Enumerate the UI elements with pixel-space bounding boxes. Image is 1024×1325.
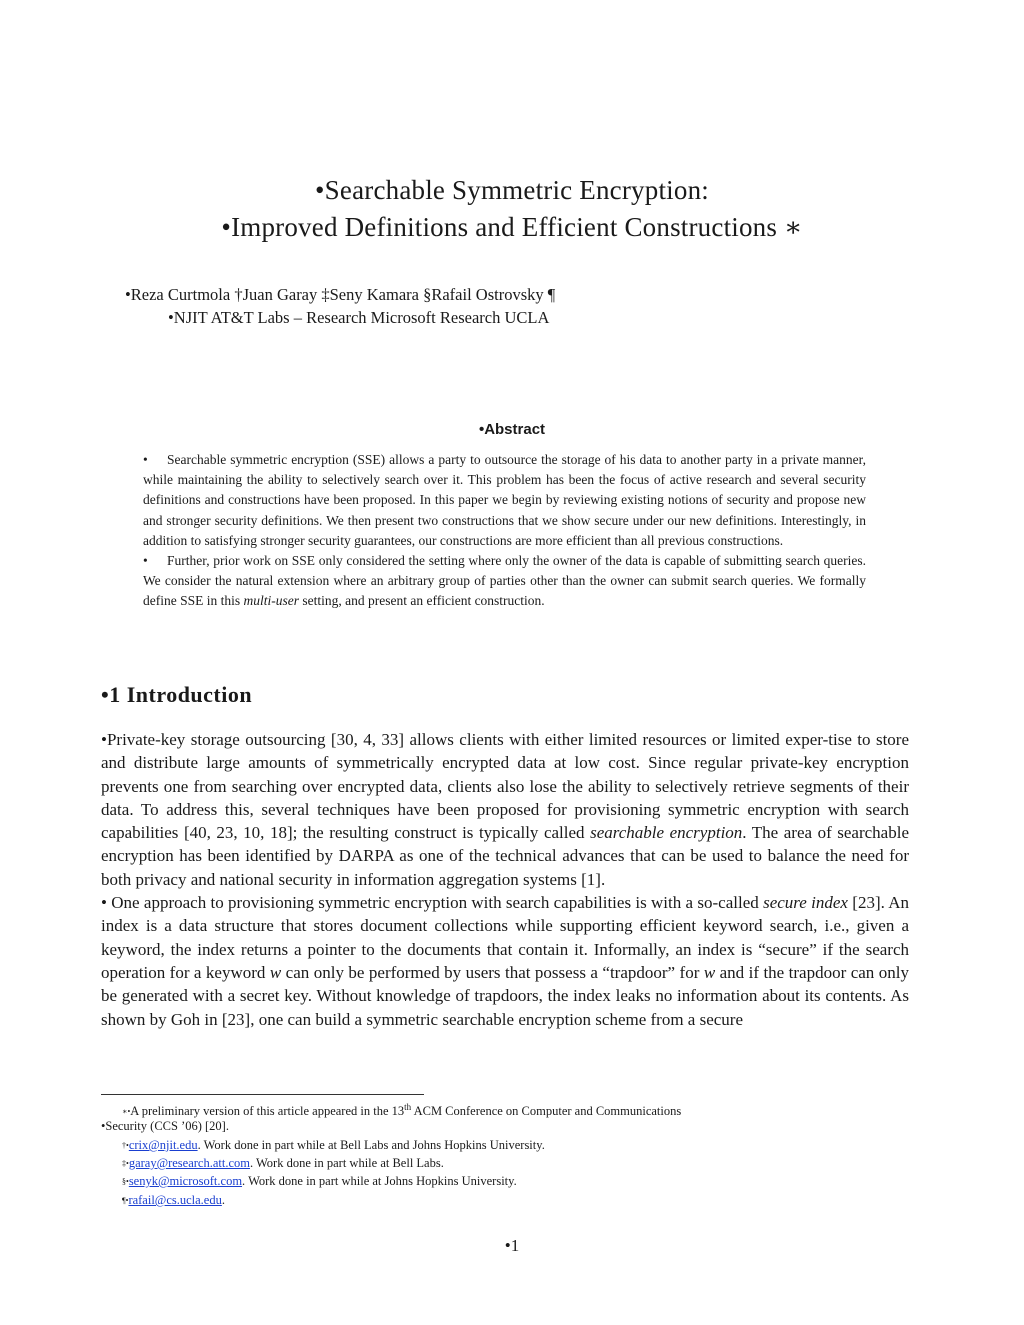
section-heading: •1 Introduction [101,682,253,707]
footnote: †•crix@njit.edu. Work done in part while at Bell Labs and Johns Hopkins University. [122,1138,545,1152]
emphasis-text: multi-user [243,593,299,609]
footnote-marker: ‡• [122,1158,129,1168]
emphasis-text: searchable encryption [590,823,743,843]
paper-title-line-1: •Searchable Symmetric Encryption: [315,175,709,205]
footnote-marker: ¶• [122,1195,129,1205]
body-paragraph: • One approach to provisioning symmetric encryption with search capabilities is with a so-called secure index [23]. An index is a data structure that stores document collections while supporting efficient keyword search, i.e., given a keyword, the index returns a pointer to the documents that contain it. Informally, an index is “secure” if the search operation for a keyword w can only be performed by users that possess a “trapdoor” for w and if the trapdoor can only be generated with a secret key. Without knowledge of trapdoors, the index leaks no information about its contents. As shown by Goh in [23], one can build a symmetric searchable encryption scheme from a secure [101,893,910,1029]
footnote-marker: †• [122,1140,129,1150]
emphasis-text: secure index [763,893,848,913]
math-variable: w [269,962,282,982]
bullet-icon: • [143,452,148,467]
footnote-marker: ∗• [122,1107,131,1117]
paper-title-line-2: •Improved Definitions and Efficient Constructions ∗ [221,212,803,242]
email-link[interactable]: senyk@microsoft.com [128,1174,243,1188]
bullet-icon: • [143,553,148,569]
footnote: ∗•A preliminary version of this article appeared in the 13th ACM Conference on Computer and Communications [122,1102,682,1119]
abstract-heading: •Abstract [478,421,546,438]
author-list: •Reza Curtmola †Juan Garay ‡Seny Kamara §Rafail Ostrovsky ¶ [125,285,556,304]
footnote: ¶•rafail@cs.ucla.edu. [122,1193,225,1207]
footnote: ‡•garay@research.att.com. Work done in part while at Bell Labs. [122,1156,444,1170]
email-link[interactable]: garay@research.att.com [128,1156,250,1170]
affiliation-list: •NJIT AT&T Labs – Research Microsoft Research UCLA [168,308,550,327]
email-link[interactable]: crix@njit.edu [128,1138,198,1152]
abstract-paragraph: • Further, prior work on SSE only considered the setting where only the owner of the data is capable of submitting search queries. We consider the natural extension where an arbitrary group of parties other than the owner can submit search queries. We formally define SSE in this multi-user setting, and present an efficient construction. [143,553,866,609]
footnote: §•senyk@microsoft.com. Work done in part while at Johns Hopkins University. [122,1174,517,1188]
bullet-icon: • [101,893,107,913]
footnote: •Security (CCS ’06) [20]. [101,1119,229,1133]
footnote-divider [101,1094,424,1095]
abstract-body [143,450,866,612]
abstract-paragraph: • Searchable symmetric encryption (SSE) allows a party to outsource the storage of his data to another party in a private manner, while maintaining the ability to selectively search over it. This problem has been the focus of active research and several security definitions and constructions have been proposed. In this paper we begin by reviewing existing notions of security and propose new and stronger security definitions. We then present two constructions that we show secure under our new definitions. Interestingly, in addition to satisfying stronger security guarantees, our constructions are more efficient than all previous constructions. [143,452,866,548]
body-paragraph: •Private-key storage outsourcing [30, 4, 33] allows clients with either limited resources or limited exper-tise to store and distribute large amounts of symmetrically encrypted data at low cost. Since regular private-key encryption prevents one from searching over encrypted data, clients also lose the ability to selectively retrieve segments of their data. To address this, several techniques have been proposed for provisioning symmetric encryption with search capabilities [40, 23, 10, 18]; the resulting construct is typically called searchable encryption. The area of searchable encryption has been identified by DARPA as one of the technical advances that can be used to balance the need for both privacy and national security in information aggregation systems [1]. [101,730,909,889]
email-link[interactable]: rafail@cs.ucla.edu [128,1193,222,1207]
intro-body [101,728,909,1031]
math-variable: w [703,962,716,982]
page-number: •1 [504,1236,520,1255]
footnote-marker: §• [122,1176,129,1186]
